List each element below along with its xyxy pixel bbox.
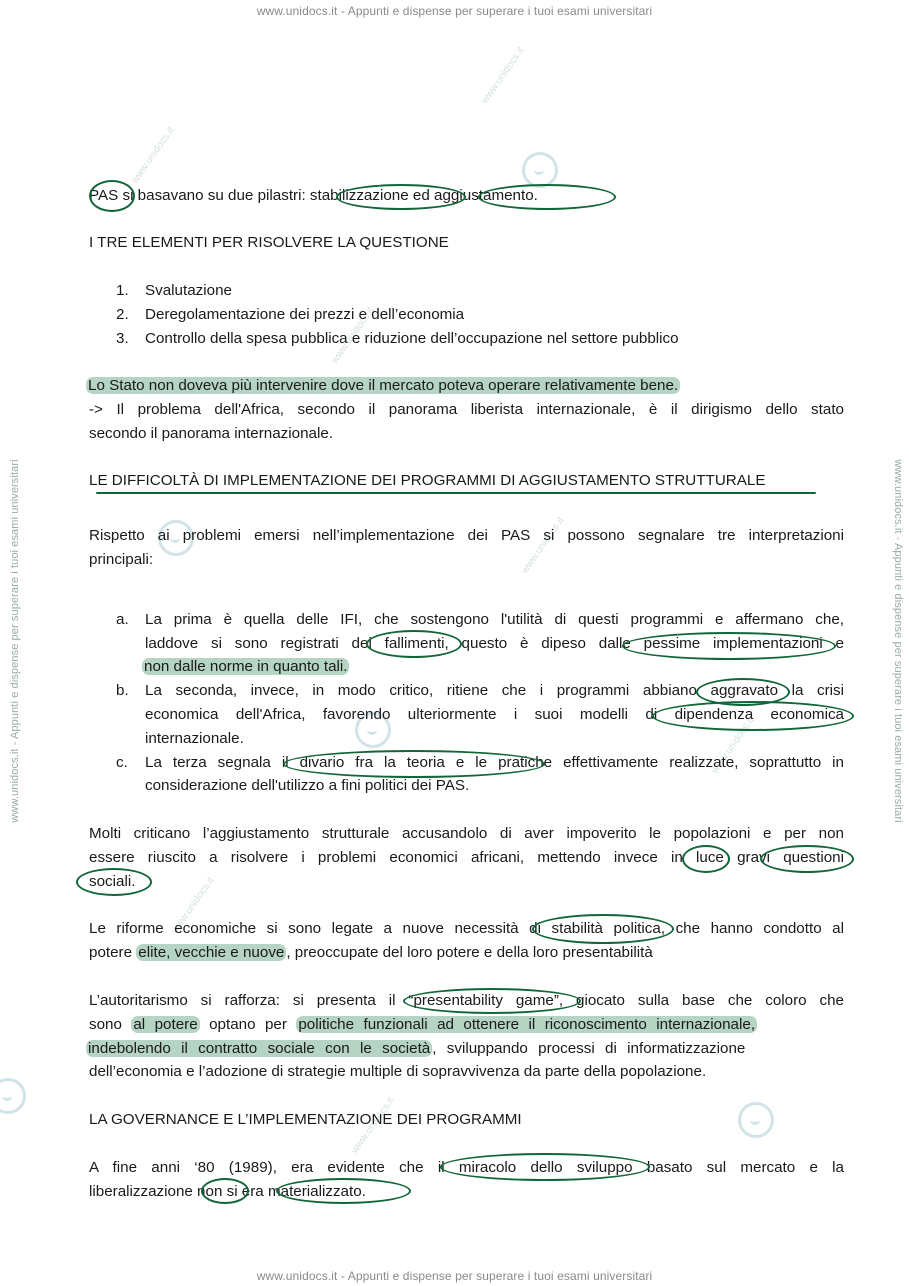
list-item: Controllo della spesa pubblica e riduzione dell’occupazione nel settore pubblico [145,330,679,347]
list-marker: b. [116,682,129,699]
list-item-line [142,658,349,676]
text: , preoccupate del loro potere e della loro presentabilità [286,944,653,961]
paragraph-line: secondo il panorama internazionale. [89,425,334,442]
list-item-line: laddove si sono registrati dei fallimenti, questo è dipeso dalle pessime implementazioni e [145,635,844,652]
text: si basavano su due pilastri: [118,187,310,204]
paragraph-line: principali: [89,551,154,568]
text: optano per [199,1016,297,1033]
watermark-faint: www.unidocs.it [479,45,527,106]
paragraph-line: dell’economia e l’adozione di strategie multiple di sopravvivenza da parte della popolazione. [89,1063,707,1080]
watermark-faint: www.unidocs.it [709,715,757,776]
list-item: Svalutazione [145,282,232,299]
list-item-line: internazionale. [145,730,244,747]
paragraph-line: -> Il problema dell'Africa, secondo il panorama liberista internazionale, è il dirigismo dello stato [89,401,844,418]
word-stabilizzazione: stabilizzazione [309,187,409,204]
watermark-faint: www.unidocs.it [129,125,177,186]
watermark-logo-icon [0,1078,26,1114]
list-marker: 1. [116,282,129,299]
heading-tre-elementi: I TRE ELEMENTI PER RISOLVERE LA QUESTIONE [89,234,449,251]
highlight: elite, vecchie e nuove [138,944,285,961]
text: ed [408,187,435,204]
list-item-line: La seconda, invece, in modo critico, ritiene che i programmi abbiano aggravato la crisi [145,682,844,699]
paragraph-line: A fine anni ‘80 (1989), era evidente che il miracolo dello sviluppo basato sul mercato e la [89,1159,844,1176]
watermark-top: www.unidocs.it - Appunti e dispense per superare i tuoi esami universitari [256,4,653,18]
text: potere [89,944,137,961]
highlight: non dalle norme in quanto tali. [144,658,348,675]
ink-underline [96,492,816,494]
paragraph-line: sociali. [89,873,136,890]
paragraph-line: essere riuscito a risolvere i problemi economici africani, mettendo invece in luce gravi questioni [89,849,844,866]
watermark-right: www.unidocs.it - Appunti e dispense per superare i tuoi esami universitari [892,459,904,823]
list-marker: 2. [116,306,129,323]
paragraph-line: Le riforme economiche si sono legate a nuove necessità di stabilità politica, che hanno condotto al [89,920,844,937]
watermark-logo-icon [522,152,558,188]
paragraph-line [86,1040,745,1058]
watermark-left: www.unidocs.it - Appunti e dispense per superare i tuoi esami universitari [9,459,21,823]
highlight: Lo Stato non doveva più intervenire dove il mercato poteva operare relativamente bene. [88,377,679,394]
watermark-bottom: www.unidocs.it - Appunti e dispense per superare i tuoi esami universitari [256,1269,653,1283]
paragraph-line: Molti criticano l’aggiustamento strutturale accusandolo di aver impoverito le popolazioni e per non [89,825,844,842]
highlight: al potere [133,1016,198,1033]
word-aggiustamento: aggiustamento. [434,187,538,204]
list-item-line: considerazione dell'utilizzo a fini politici dei PAS. [145,777,470,794]
list-marker: c. [116,754,128,771]
paragraph-line [89,944,653,962]
heading-difficolta: LE DIFFICOLTÀ DI IMPLEMENTAZIONE DEI PROGRAMMI DI AGGIUSTAMENTO STRUTTURALE [89,472,766,489]
watermark-faint: www.unidocs.it [169,875,217,936]
list-item-line: La prima è quella delle IFI, che sostengono l'utilità di questi programmi e affermano che, [145,611,844,628]
paragraph-line: Rispetto ai problemi emersi nell’implementazione dei PAS si possono segnalare tre interpretazioni [89,527,844,544]
watermark-faint: www.unidocs.it [519,515,567,576]
list-item-line: economica dell'Africa, favorendo ulteriormente i suoi modelli di dipendenza economica [145,706,844,723]
list-marker: a. [116,611,129,628]
paragraph-line: liberalizzazione non si era materializzato. [89,1183,366,1200]
list-marker: 3. [116,330,129,347]
highlight: politiche funzionali ad ottenere il riconoscimento internazionale, [298,1016,756,1033]
watermark-logo-icon [738,1102,774,1138]
paragraph-line [89,1016,757,1034]
paragraph-line: L’autoritarismo si rafforza: si presenta il “presentability game”, giocato sulla base che coloro che [89,992,844,1009]
watermark-faint: www.unidocs.it [349,1095,397,1156]
list-item: Deregolamentazione dei prezzi e dell’economia [145,306,465,323]
text: , sviluppando processi di informatizzazione [432,1040,746,1057]
text: sono [89,1016,132,1033]
word-pas: PAS [89,187,119,204]
heading-governance: LA GOVERNANCE E L’IMPLEMENTAZIONE DEI PROGRAMMI [89,1111,522,1128]
highlight: indebolendo il contratto sociale con le società [88,1040,431,1057]
list-item-line: La terza segnala il divario fra la teoria e le pratiche effettivamente realizzate, soprattutto in [145,754,844,771]
paragraph-pas [89,187,538,205]
watermark-faint: www.unidocs.it [329,305,377,366]
highlighted-sentence [86,377,680,395]
